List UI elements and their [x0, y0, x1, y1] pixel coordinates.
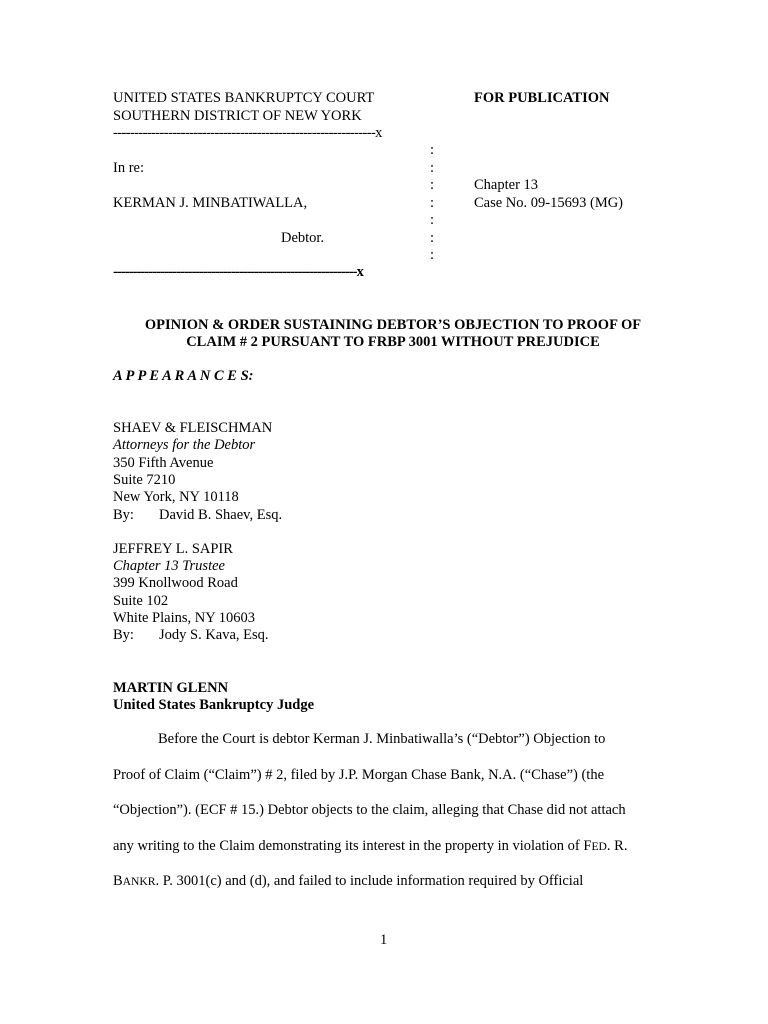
firm-role: Attorneys for the Debtor	[113, 437, 256, 453]
body-line: “Objection”). (ECF # 15.) Debtor objects to the claim, alleging that Chase did not attach	[113, 802, 626, 818]
judge-title: United States Bankruptcy Judge	[113, 697, 315, 713]
firm-name: JEFFREY L. SAPIR	[113, 541, 233, 557]
publication-label: FOR PUBLICATION	[474, 90, 610, 106]
address-line: Suite 102	[113, 593, 169, 609]
body-line: Proof of Claim (“Claim”) # 2, filed by J.P. Morgan Chase Bank, N.A. (“Chase”) (the	[113, 766, 605, 783]
body-text: any writing to the Claim demonstrating its interest in the property in violation of F	[113, 837, 592, 854]
attorney-name: David B. Shaev, Esq.	[159, 507, 283, 523]
debtor-name: KERMAN J. MINBATIWALLA,	[113, 195, 308, 211]
body-text: B	[113, 873, 123, 889]
caption-colon: :	[430, 142, 435, 158]
firm-role: Chapter 13 Trustee	[113, 558, 225, 574]
address-city: White Plains, NY 10603	[113, 610, 256, 626]
address-line: 399 Knollwood Road	[113, 575, 238, 591]
caption-rule-bottom: --------------------------------------------------------------x	[113, 264, 363, 280]
by-label: By:	[113, 507, 134, 523]
judge-name: MARTIN GLENN	[113, 680, 229, 696]
court-district: SOUTHERN DISTRICT OF NEW YORK	[113, 108, 362, 124]
address-line: 350 Fifth Avenue	[113, 455, 214, 471]
opinion-title-line1: OPINION & ORDER SUSTAINING DEBTOR’S OBJECTION TO PROOF OF	[144, 317, 642, 333]
caption-colon: :	[430, 212, 435, 228]
caption-rule-top: --------------------------------------------------------------x	[113, 125, 382, 141]
body-line	[113, 829, 653, 865]
attorney-name: Jody S. Kava, Esq.	[159, 627, 269, 643]
chapter-label: Chapter 13	[474, 177, 539, 193]
caption-colon: :	[430, 195, 435, 211]
body-text: . R.	[606, 837, 628, 854]
appearances-heading: A P P E A R A N C E S:	[113, 368, 254, 384]
body-text: . P. 3001(c) and (d), and failed to include information required by Official	[155, 873, 584, 889]
caption-colon: :	[430, 177, 435, 193]
firm-name: SHAEV & FLEISCHMAN	[113, 420, 273, 436]
address-line: Suite 7210	[113, 472, 176, 488]
caption-colon: :	[430, 160, 435, 176]
body-line: Before the Court is debtor Kerman J. Minbatiwalla’s (“Debtor”) Objection to	[158, 731, 606, 747]
debtor-label: Debtor.	[281, 230, 325, 246]
small-caps-text: ED	[591, 839, 607, 853]
small-caps-text: ANKR	[122, 875, 156, 888]
address-city: New York, NY 10118	[113, 489, 239, 505]
case-number: Case No. 09-15693 (MG)	[474, 195, 624, 211]
page-number: 1	[380, 932, 388, 948]
by-label: By:	[113, 627, 134, 643]
body-line	[113, 864, 653, 900]
opinion-body-paragraph	[113, 722, 653, 900]
court-name: UNITED STATES BANKRUPTCY COURT	[113, 90, 375, 106]
caption-colon: :	[430, 247, 435, 263]
caption-colon: :	[430, 230, 435, 246]
in-re-label: In re:	[113, 160, 144, 176]
opinion-title-line2: CLAIM # 2 PURSUANT TO FRBP 3001 WITHOUT PREJUDICE	[186, 334, 600, 350]
